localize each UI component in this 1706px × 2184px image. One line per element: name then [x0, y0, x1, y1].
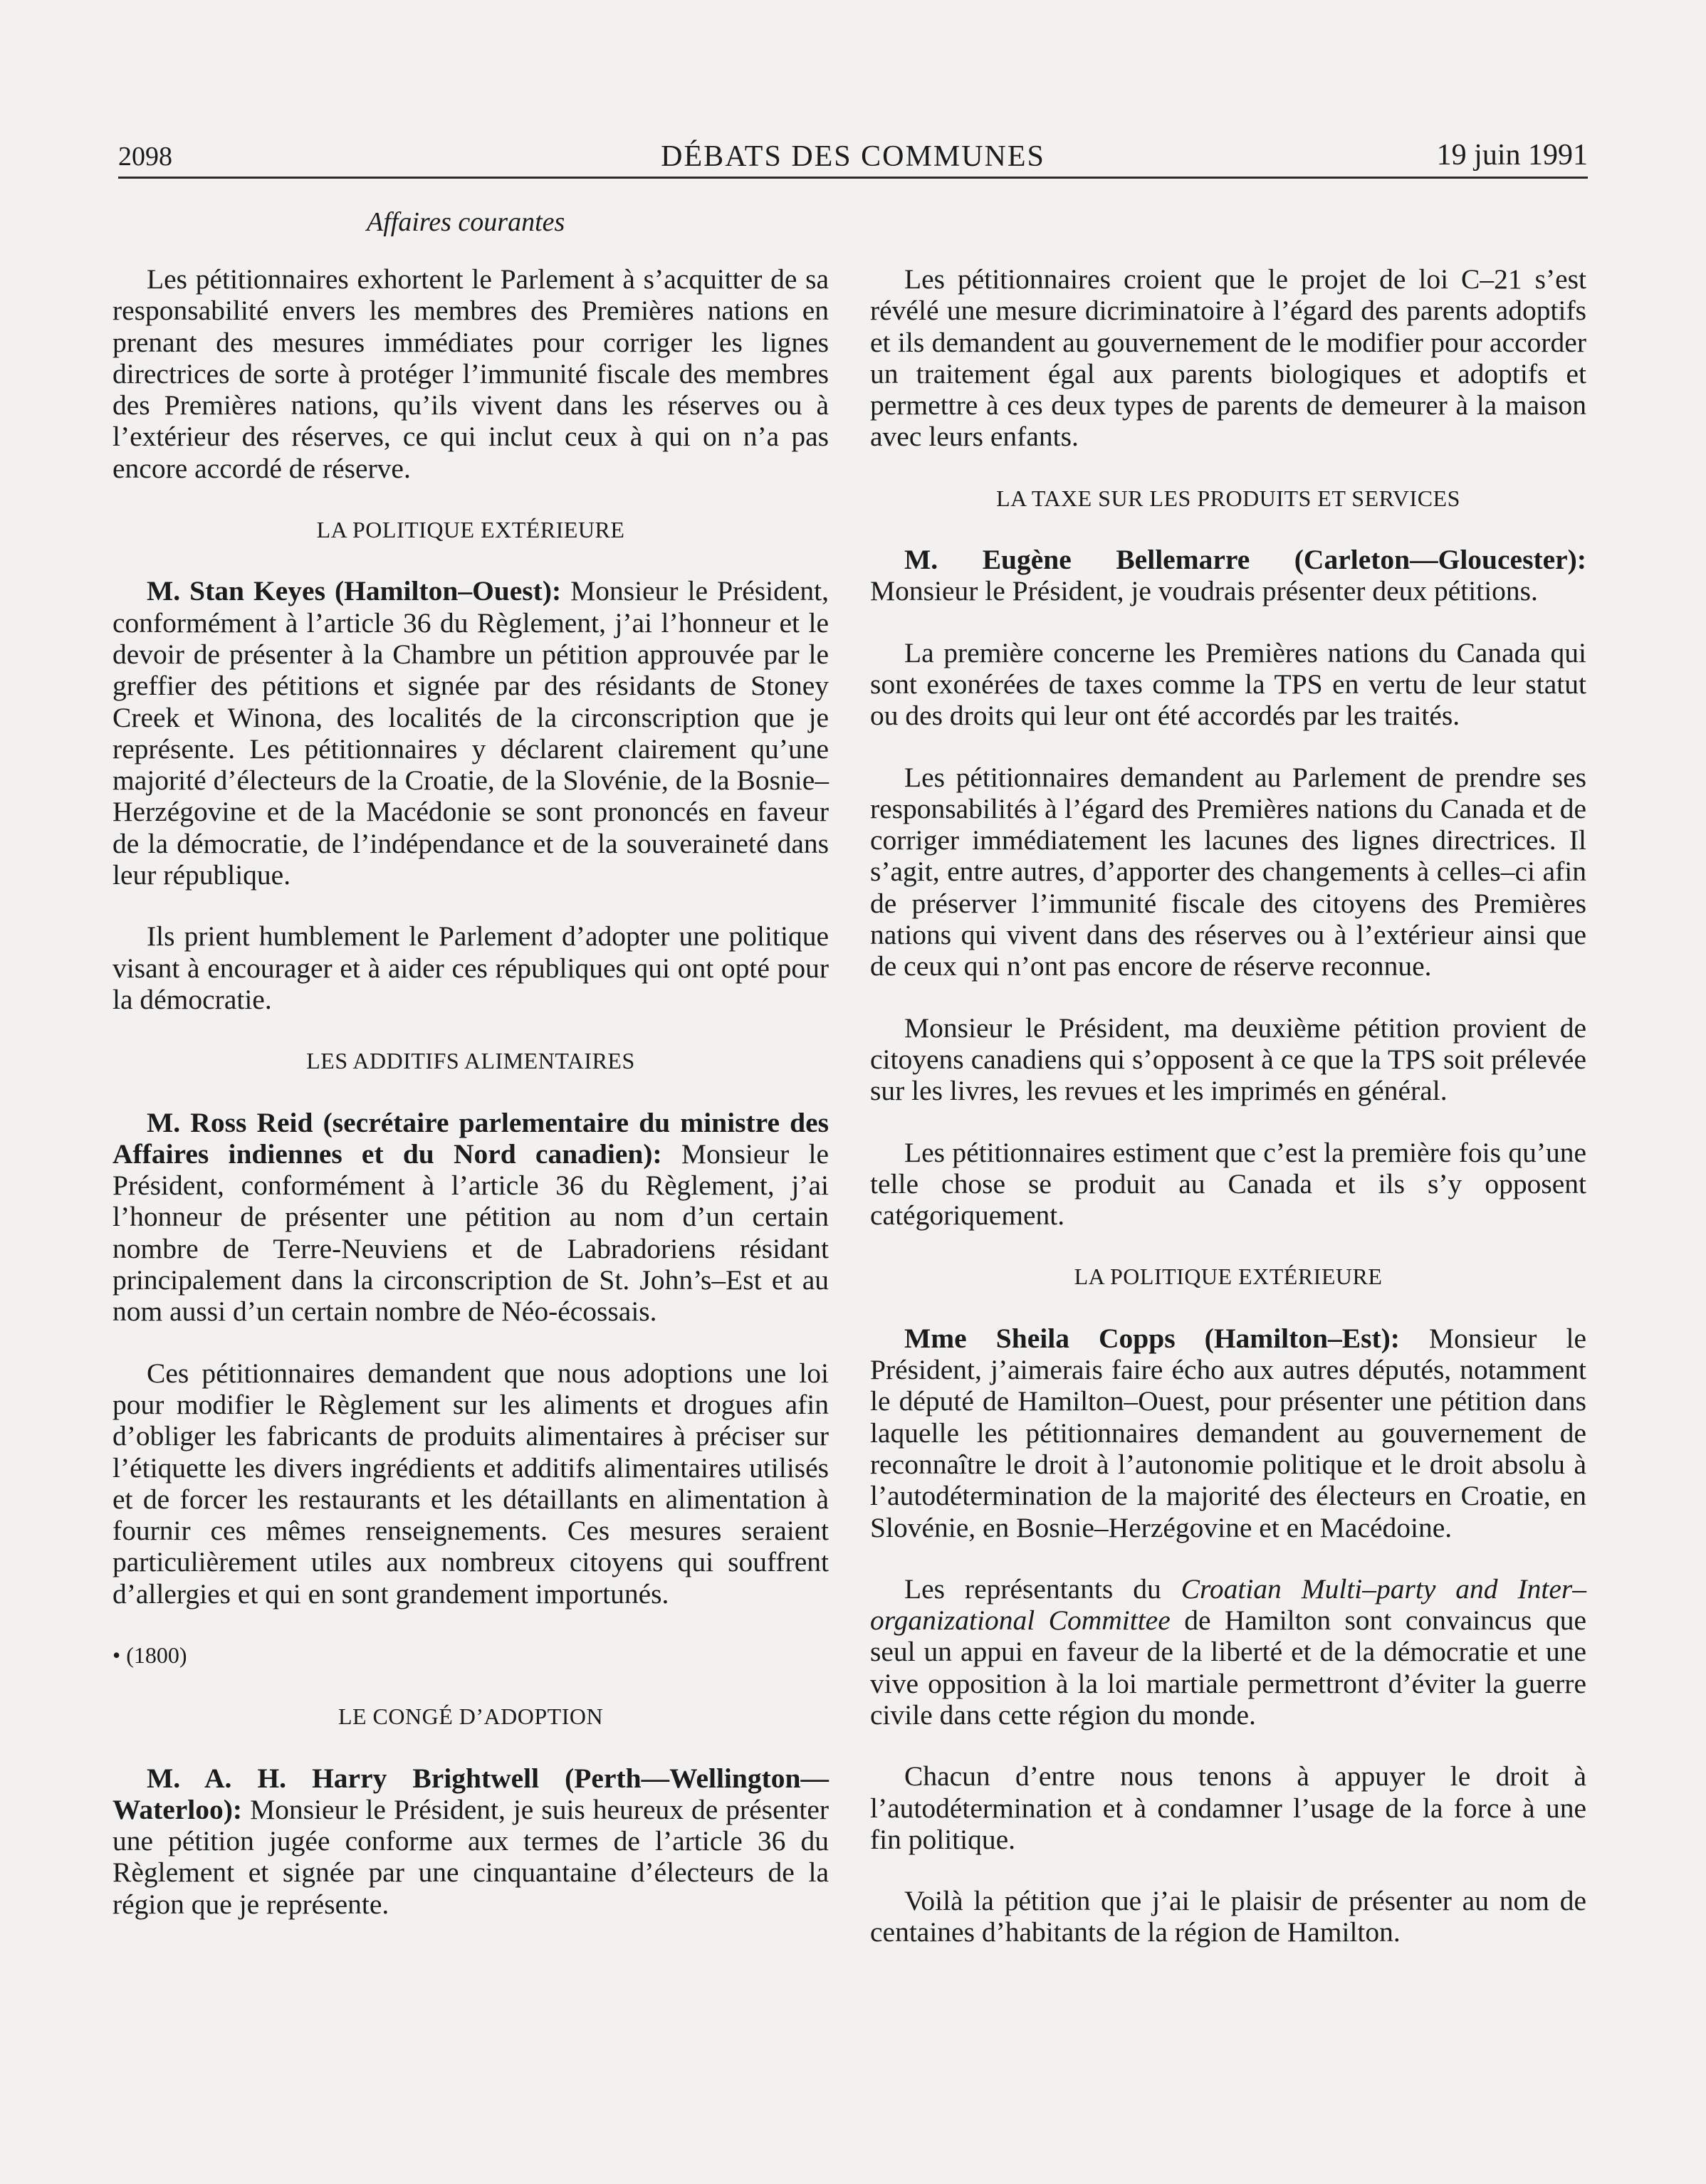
subheading: LA POLITIQUE EXTÉRIEURE: [316, 517, 625, 543]
paragraph: [870, 1573, 1586, 1731]
paragraph: [112, 1763, 829, 1920]
paragraph: [112, 1107, 829, 1328]
paragraph: Les pétitionnaires estiment que c’est la première fois qu’une telle chose se produit au Canada et ils s’y opposent catégoriquement.: [870, 1136, 1586, 1232]
committee-name: Croatian Multi–party and Inter–organizational Committee: [870, 1573, 1586, 1637]
paragraph: [112, 575, 829, 891]
paragraph: Les pétitionnaires exhortent le Parlement à s’acquitter de sa responsabilité envers les membres des Premières nations en prenant des mesures immédiates pour corriger les lignes directrices de sorte à protéger l’immunité fiscale des membres des Premières nations, qu’ils vivent dans les réserves ou à l’extérieur des réserves, ce qui inclut ceux à qui on n’a pas encore accordé de réserve.: [112, 263, 829, 484]
paragraph: Les pétitionnaires demandent au Parlement de prendre ses responsabilités à l’égard des Premières nations du Canada et de corriger immédiatement les lacunes des lignes directrices. Il s’agit, entre autres, d’apporter des changements à celles–ci afin de préserver l’immunité fiscale des citoyens des Premières nations qui vivent dans des réserves ou à l’extérieur ainsi que de ceux qui n’ont pas encore de réserve reconnue.: [870, 761, 1586, 982]
speech-text: Monsieur le Président, je voudrais présenter deux pétitions.: [870, 575, 1538, 607]
speaker-name: M. Ross Reid (secrétaire parlementaire du ministre des Affaires indiennes et du Nord canadien):: [112, 1106, 829, 1170]
page-header: [118, 132, 1588, 179]
paragraph: [870, 1323, 1586, 1543]
subheading: LA POLITIQUE EXTÉRIEURE: [1074, 1264, 1383, 1290]
speech-text: Monsieur le Président, conformément à l’article 36 du Règlement, j’ai l’honneur et le devoir de présenter à la Chambre un pétition approuvée par le greffier des pétitions et signée par des résidants de Stoney Creek et Winona, des localités de la circonscription que je représente. Les pétitionnaires y déclarent clairement qu’une majorité d’électeurs de la Croatie, de la Slovénie, de la Bosnie–Herzégovine et de la Macédonie se sont prononcés en faveur de la démocratie, de l’indépendance et de la souveraineté dans leur république.: [112, 575, 829, 891]
subheading: LA TAXE SUR LES PRODUITS ET SERVICES: [996, 485, 1460, 511]
speech-text: Les représentants du: [904, 1573, 1181, 1605]
paragraph: Les pétitionnaires croient que le projet de loi C–21 s’est révélé une mesure dicriminatoire à l’égard des parents adoptifs et ils demandent au gouvernement de le modifier pour accorder un traitement égal aux parents biologiques et adoptifs et permettre à ces deux types de parents de demeurer à la maison avec leurs enfants.: [870, 263, 1586, 453]
subheading: LE CONGÉ D’ADOPTION: [337, 1703, 604, 1730]
speech-text: Monsieur le Président, conformément à l’article 36 du Règlement, j’ai l’honneur de présenter une pétition au nom d’un certain nombre de Terre-Neuviens et de Labradoriens résidant principalement dans la circonscription de St. John’s–Est et au nom aussi d’un certain nombre de Néo-écossais.: [112, 1138, 829, 1328]
subheading: LES ADDITIFS ALIMENTAIRES: [306, 1048, 635, 1074]
speech-text: Monsieur le Président, j’aimerais faire écho aux autres députés, notamment le député de Hamilton–Ouest, pour présenter une pétition dans laquelle les pétitionnaires demandent au gouvernement de reconnaître le droit à l’autonomie politique et le droit absolu à l’autodétermination de la majorité des électeurs en Croatie, en Slovénie, en Bosnie–Herzégovine et en Macédoine.: [870, 1322, 1586, 1543]
speech-text: de Hamilton sont convaincus que seul un appui en faveur de la liberté et de la démocratie et une vive opposition à la loi martiale permettront d’éviter la guerre civile dans cette région du monde.: [870, 1605, 1586, 1731]
speaker-name: M. Eugène Bellemarre (Carleton—Gloucester):: [904, 544, 1586, 576]
speech-text: Monsieur le Président, je suis heureux de présenter une pétition jugée conforme aux termes de l’article 36 du Règlement et signée par une cinquantaine d’électeurs de la région que je représente.: [112, 1793, 829, 1920]
speaker-name: M. A. H. Harry Brightwell (Perth—Wellington—Waterloo):: [112, 1762, 829, 1825]
publication-title: DÉBATS DES COMMUNES: [661, 140, 1045, 173]
paragraph: Monsieur le Président, ma deuxième pétition provient de citoyens canadiens qui s’opposent à ce que la TPS soit prélevée sur les livres, les revues et les imprimés en général.: [870, 1012, 1586, 1107]
paragraph: Voilà la pétition que j’ai le plaisir de présenter au nom de centaines d’habitants de la région de Hamilton.: [870, 1885, 1586, 1948]
paragraph: Ces pétitionnaires demandent que nous adoptions une loi pour modifier le Règlement sur les aliments et drogues afin d’obliger les fabricants de produits alimentaires à préciser sur l’étiquette les divers ingrédients et additifs alimentaires utilisés et de forcer les restaurants et les détaillants en alimentation à fournir ces mêmes renseignements. Ces mesures seraient particulièrement utiles aux nombreux citoyens qui souffrent d’allergies et qui en sont grandement importunés.: [112, 1357, 829, 1610]
paragraph: Ils prient humblement le Parlement d’adopter une politique visant à encourager et à aider ces républiques qui ont opté pour la démocratie.: [112, 920, 829, 1015]
paragraph: Chacun d’entre nous tenons à appuyer le droit à l’autodétermination et à condamner l’usage de la force à une fin politique.: [870, 1760, 1586, 1855]
timestamp: • (1800): [112, 1642, 187, 1668]
section-title: Affaires courantes: [367, 207, 565, 237]
publication-date: 19 juin 1991: [1436, 139, 1588, 172]
paragraph: [870, 544, 1586, 607]
right-column: [870, 263, 1586, 1948]
paragraph: La première concerne les Premières nations du Canada qui sont exonérées de taxes comme la TPS en vertu de leur statut ou des droits qui leur ont été accordés par les traités.: [870, 636, 1586, 732]
left-column: [112, 263, 829, 1920]
page-number: 2098: [118, 142, 172, 172]
speaker-name: M. Stan Keyes (Hamilton–Ouest):: [147, 575, 562, 607]
speaker-name: Mme Sheila Copps (Hamilton–Est):: [904, 1322, 1400, 1354]
